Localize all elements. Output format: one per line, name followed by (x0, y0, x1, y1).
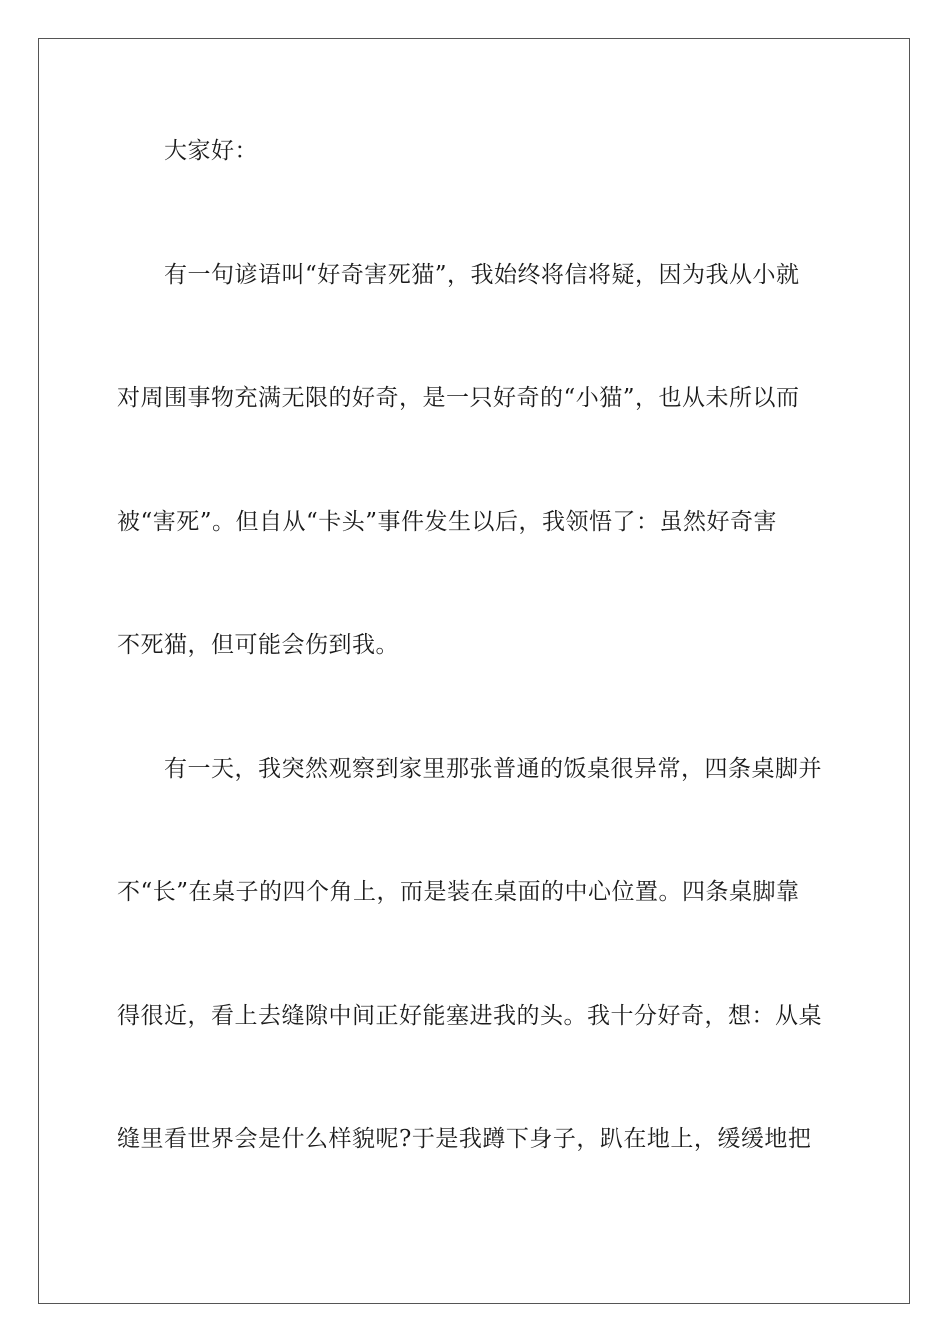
paragraph-1-line-3: 被“害死”。但自从“卡头”事件发生以后，我领悟了：虽然好奇害 (117, 509, 778, 535)
paragraph-2-line-3: 得很近，看上去缝隙中间正好能塞进我的头。我十分好奇，想：从桌 (117, 1003, 822, 1029)
paragraph-1-line-4: 不死猫，但可能会伤到我。 (117, 632, 399, 658)
paragraph-1-line-1: 有一句谚语叫“好奇害死猫”，我始终将信将疑，因为我从小就 (164, 262, 800, 288)
greeting-line: 大家好： (164, 138, 258, 164)
paragraph-1-line-2: 对周围事物充满无限的好奇，是一只好奇的“小猫”，也从未所以而 (117, 385, 800, 411)
paragraph-2-line-2: 不“长”在桌子的四个角上，而是装在桌面的中心位置。四条桌脚靠 (117, 879, 800, 905)
paragraph-2-line-4: 缝里看世界会是什么样貌呢?于是我蹲下身子，趴在地上，缓缓地把 (117, 1126, 812, 1152)
page-frame (38, 38, 910, 1304)
paragraph-2-line-1: 有一天，我突然观察到家里那张普通的饭桌很异常，四条桌脚并 (164, 756, 822, 782)
